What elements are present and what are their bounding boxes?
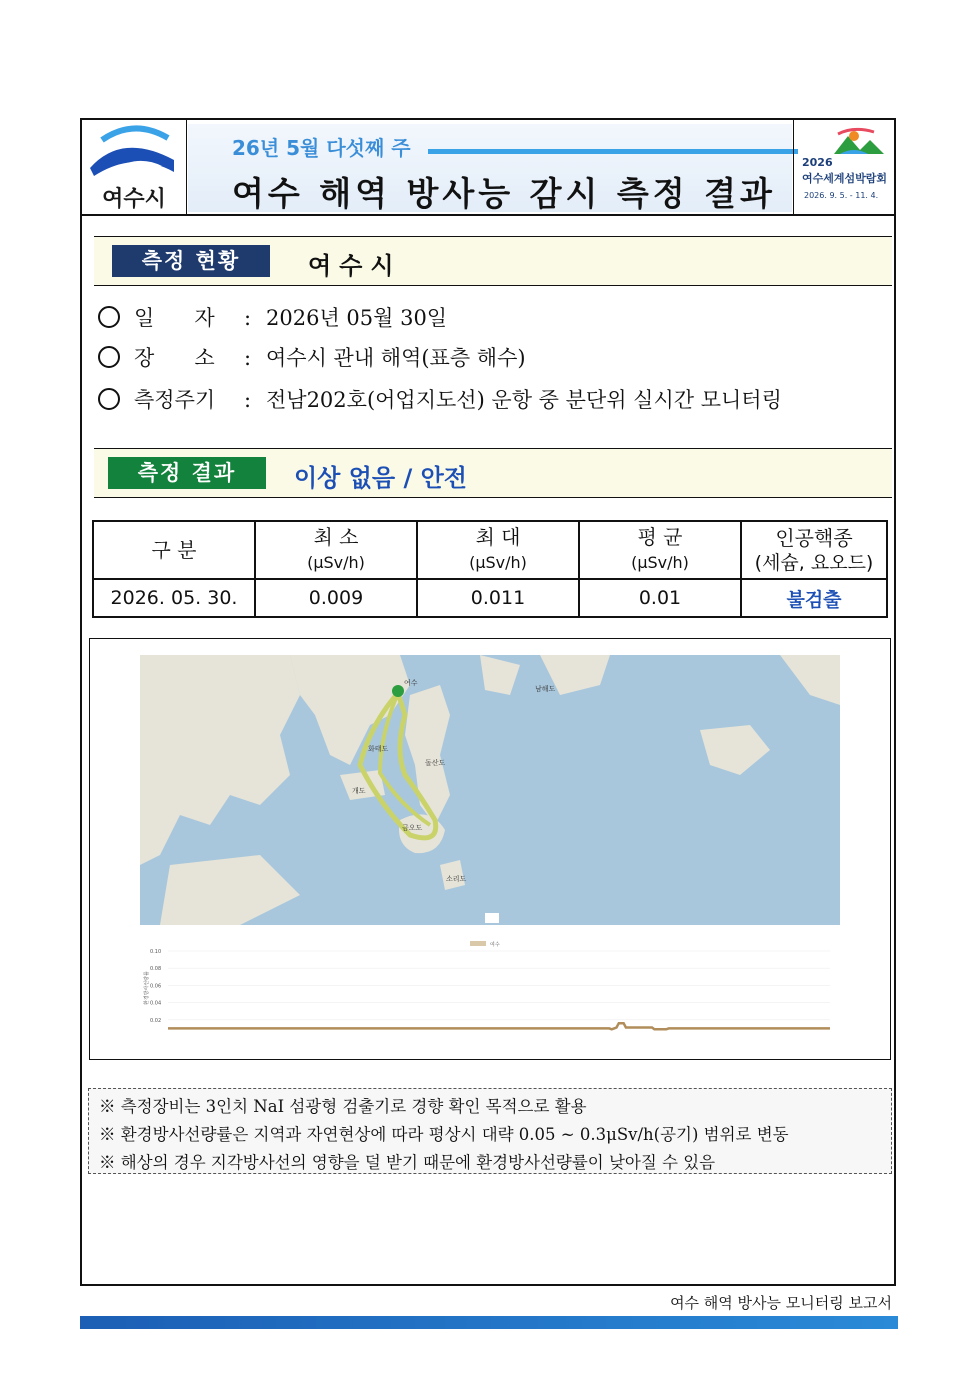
- map-label: 남해도: [535, 685, 556, 693]
- yeosu-city-logo: [82, 120, 187, 214]
- cell-nuclide: 불검출: [741, 579, 887, 617]
- result-band: [94, 448, 892, 498]
- map-label: 화태도: [368, 745, 389, 753]
- status-band: [94, 236, 892, 286]
- report-title: 여수 해역 방사능 감시 측정 결과: [232, 174, 776, 213]
- map-label: 여수: [404, 679, 418, 687]
- status-tag: 측정 현황: [112, 245, 270, 277]
- info-place: 장 소 : 여수시 관내 해역(표층 해수): [98, 342, 526, 372]
- y-tick-label: 0.02: [150, 1017, 162, 1024]
- map-expand-icon[interactable]: [485, 913, 499, 923]
- table-header-row: [93, 521, 887, 579]
- y-axis-label: 환경방사선량률: [144, 971, 150, 1005]
- circle-bullet-icon: [98, 346, 120, 368]
- y-tick-label: 0.06: [150, 983, 162, 990]
- note-3: ※ 해상의 경우 지각방사선의 영향을 덜 받기 때문에 환경방사선량률이 낮아질 수 있음: [99, 1153, 716, 1172]
- report-subtitle: 26년 5월 다섯째 주: [232, 136, 411, 160]
- vessel-marker-icon: [392, 685, 404, 697]
- header-avg: 평 균 (μSv/h): [579, 521, 741, 579]
- status-value: 여수시: [308, 252, 402, 280]
- header-nuclide: 인공핵종 (세슘, 요오드): [741, 521, 887, 579]
- subtitle-underline: [428, 149, 798, 154]
- map-label: 돌산도: [425, 759, 446, 767]
- route-map: [140, 655, 840, 925]
- info-place-value: 여수시 관내 해역(표층 해수): [266, 346, 526, 370]
- monitoring-figure: [89, 638, 891, 1060]
- map-label: 개도: [352, 787, 366, 795]
- header-title-area: [188, 124, 792, 212]
- y-tick-label: 0.10: [150, 949, 162, 955]
- footer-text: 여수 해역 방사능 모니터링 보고서: [670, 1294, 892, 1312]
- legend-label: 여수: [490, 942, 500, 948]
- city-logo-text: 여수시: [102, 187, 166, 212]
- header-min: 최 소 (μSv/h): [255, 521, 417, 579]
- report-header: [82, 120, 894, 216]
- cell-max: 0.011: [417, 579, 579, 617]
- map-label: 금오도: [402, 824, 423, 832]
- expo-logo-year: 2026: [802, 156, 833, 169]
- cell-avg: 0.01: [579, 579, 741, 617]
- header-max: 최 대 (μSv/h): [417, 521, 579, 579]
- legend-swatch: [470, 941, 486, 946]
- info-date: 일 자 : 2026년 05월 30일: [98, 302, 447, 332]
- expo-logo-name: 여수세계섬박람회: [802, 172, 888, 185]
- circle-bullet-icon: [98, 306, 120, 328]
- expo-logo: [793, 120, 894, 214]
- info-cycle-label: 측정주기: [134, 388, 216, 412]
- notes-box: [88, 1088, 892, 1174]
- info-date-label: 일 자: [134, 306, 215, 330]
- bottom-bar: [80, 1316, 898, 1329]
- info-place-label: 장 소: [134, 346, 215, 370]
- info-cycle-value: 전남202호(어업지도선) 운항 중 분단위 실시간 모니터링: [266, 388, 782, 412]
- map-label: 소리도: [446, 875, 467, 883]
- info-date-value: 2026년 05월 30일: [266, 306, 448, 330]
- result-tag: 측정 결과: [108, 457, 266, 489]
- expo-logo-dates: 2026. 9. 5. - 11. 4.: [804, 191, 879, 200]
- note-2: ※ 환경방사선량률은 지역과 자연현상에 따라 평상시 대략 0.05 ~ 0.3μSv/h(공기) 범위로 변동: [99, 1125, 789, 1144]
- circle-bullet-icon: [98, 388, 120, 410]
- y-tick-label: 0.08: [150, 966, 162, 973]
- measurement-table: [92, 520, 888, 618]
- info-cycle: 측정주기 : 전남202호(어업지도선) 운항 중 분단위 실시간 모니터링: [98, 384, 782, 414]
- cell-date: 2026. 05. 30.: [93, 579, 255, 617]
- cell-min: 0.009: [255, 579, 417, 617]
- y-tick-label: 0.04: [150, 1000, 162, 1007]
- result-value: 이상 없음 / 안전: [294, 464, 467, 492]
- dose-rate-chart: [140, 935, 840, 1045]
- note-1: ※ 측정장비는 3인치 NaI 섬광형 검출기로 경향 확인 목적으로 활용: [99, 1097, 587, 1116]
- header-category: 구 분: [93, 521, 255, 579]
- table-row: [93, 579, 887, 617]
- report-frame: [80, 118, 896, 1286]
